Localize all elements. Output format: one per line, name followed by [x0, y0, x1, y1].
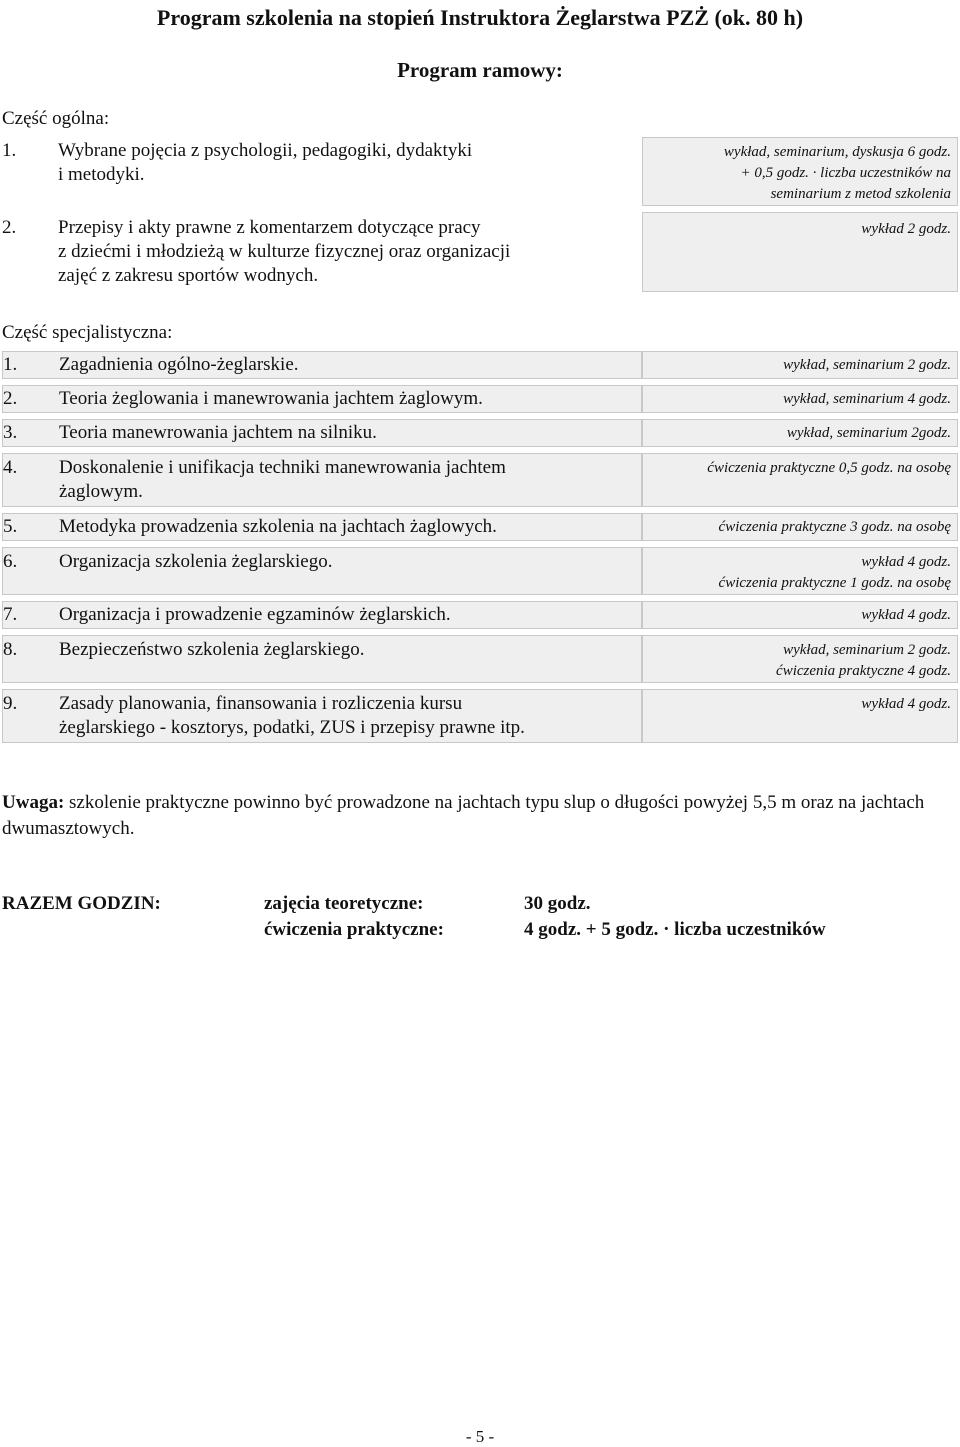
item-hours-line: wykład 2 godz. [861, 221, 951, 237]
item-topic-cell [2, 689, 642, 743]
item-topic-cell [2, 137, 642, 206]
practice-label: ćwiczenia praktyczne: [264, 919, 444, 940]
program-item-row [2, 385, 958, 413]
item-topic-line: Bezpieczeństwo szkolenia żeglarskiego. [59, 639, 365, 660]
item-hours-cell [642, 212, 958, 292]
note-text: szkolenie praktyczne powinno być prowadzone na jachtach typu slup o długości powyżej 5,5 m oraz na jachtach dwumasztowych. [2, 792, 925, 839]
program-item-row [2, 212, 958, 292]
item-number: 8. [3, 639, 18, 660]
item-hours-cell [642, 351, 958, 379]
item-topic-line: Zasady planowania, finansowania i rozliczenia kursu [59, 693, 463, 714]
program-item-row [2, 689, 958, 743]
specialist-section-heading: Część specjalistyczna: [2, 322, 173, 343]
item-topic-line: żaglowym. [59, 481, 143, 502]
item-hours-cell [642, 419, 958, 447]
item-topic-cell [2, 453, 642, 507]
item-hours-line: ćwiczenia praktyczne 1 godz. na osobę [718, 575, 951, 591]
item-hours-line: wykład, seminarium 2 godz. [783, 357, 951, 373]
item-topic-line: Wybrane pojęcia z psychologii, pedagogiki, dydaktyki [58, 140, 473, 161]
item-number: 5. [3, 516, 18, 537]
item-number: 7. [3, 604, 18, 625]
item-topic-cell [2, 635, 642, 683]
item-hours-line: + 0,5 godz. · liczba uczestników na [740, 165, 951, 181]
item-topic-line: Zagadnienia ogólno-żeglarskie. [59, 354, 299, 375]
item-topic-line: i metodyki. [58, 164, 145, 185]
theory-value: 30 godz. [524, 893, 591, 914]
item-hours-cell [642, 513, 958, 541]
general-items-table [2, 137, 958, 298]
program-item-row [2, 453, 958, 507]
item-hours-line: ćwiczenia praktyczne 4 godz. [776, 663, 951, 679]
item-number: 4. [3, 457, 18, 478]
specialist-items-table [2, 351, 958, 749]
document-title: Program szkolenia na stopień Instruktora Żeglarstwa PZŻ (ok. 80 h) [156, 5, 804, 30]
item-hours-line: wykład, seminarium 2godz. [786, 425, 951, 441]
item-topic-line: z dziećmi i młodzieżą w kulturze fizycznej oraz organizacji [58, 241, 511, 262]
document-subtitle: Program ramowy: [397, 58, 563, 82]
item-topic-line: Organizacja i prowadzenie egzaminów żeglarskich. [59, 604, 451, 625]
item-topic-line: Metodyka prowadzenia szkolenia na jachtach żaglowych. [59, 516, 497, 537]
note-label: Uwaga: [2, 792, 65, 813]
item-topic-line: Doskonalenie i unifikacja techniki manewrowania jachtem [59, 457, 506, 478]
practice-value: 4 godz. + 5 godz. · liczba uczestników [524, 919, 826, 940]
program-item-row [2, 513, 958, 541]
item-topic-cell [2, 212, 642, 292]
item-topic-cell [2, 419, 642, 447]
item-hours-cell [642, 689, 958, 743]
program-item-row [2, 419, 958, 447]
item-hours-line: seminarium z metod szkolenia [770, 186, 951, 202]
item-topic-cell [2, 601, 642, 629]
item-number: 9. [3, 693, 18, 714]
item-hours-line: wykład, seminarium, dyskusja 6 godz. [723, 144, 951, 160]
item-topic-line: żeglarskiego - kosztorys, podatki, ZUS i przepisy prawne itp. [59, 717, 525, 738]
note-paragraph [2, 790, 942, 842]
item-number: 3. [3, 422, 18, 443]
item-hours-line: wykład 4 godz. [861, 554, 951, 570]
item-topic-line: Organizacja szkolenia żeglarskiego. [59, 551, 333, 572]
item-number: 1. [3, 354, 18, 375]
item-topic-cell [2, 547, 642, 595]
program-item-row [2, 137, 958, 206]
theory-label: zajęcia teoretyczne: [264, 893, 424, 914]
page-number: - 5 - [465, 1427, 495, 1446]
item-hours-cell [642, 137, 958, 206]
item-hours-line: ćwiczenia praktyczne 3 godz. na osobę [718, 519, 951, 535]
item-topic-cell [2, 385, 642, 413]
item-hours-cell [642, 453, 958, 507]
item-hours-cell [642, 635, 958, 683]
item-topic-line: zajęć z zakresu sportów wodnych. [58, 265, 319, 286]
item-hours-line: wykład, seminarium 2 godz. [783, 642, 951, 658]
item-number: 2. [2, 217, 17, 238]
totals-label: RAZEM GODZIN: [2, 893, 161, 914]
item-number: 1. [2, 140, 17, 161]
program-item-row [2, 351, 958, 379]
item-hours-line: wykład 4 godz. [861, 607, 951, 623]
item-topic-line: Teoria żeglowania i manewrowania jachtem żaglowym. [59, 388, 483, 409]
program-item-row [2, 635, 958, 683]
program-item-row [2, 601, 958, 629]
item-hours-line: wykład, seminarium 4 godz. [783, 391, 951, 407]
item-topic-cell [2, 351, 642, 379]
item-hours-cell [642, 385, 958, 413]
item-number: 2. [3, 388, 18, 409]
item-topic-cell [2, 513, 642, 541]
item-hours-cell [642, 547, 958, 595]
program-item-row [2, 547, 958, 595]
item-hours-cell [642, 601, 958, 629]
item-hours-line: wykład 4 godz. [861, 696, 951, 712]
item-topic-line: Teoria manewrowania jachtem na silniku. [59, 422, 377, 443]
item-hours-line: ćwiczenia praktyczne 0,5 godz. na osobę [707, 460, 951, 476]
item-number: 6. [3, 551, 18, 572]
item-topic-line: Przepisy i akty prawne z komentarzem dotyczące pracy [58, 217, 481, 238]
general-section-heading: Część ogólna: [2, 108, 110, 129]
